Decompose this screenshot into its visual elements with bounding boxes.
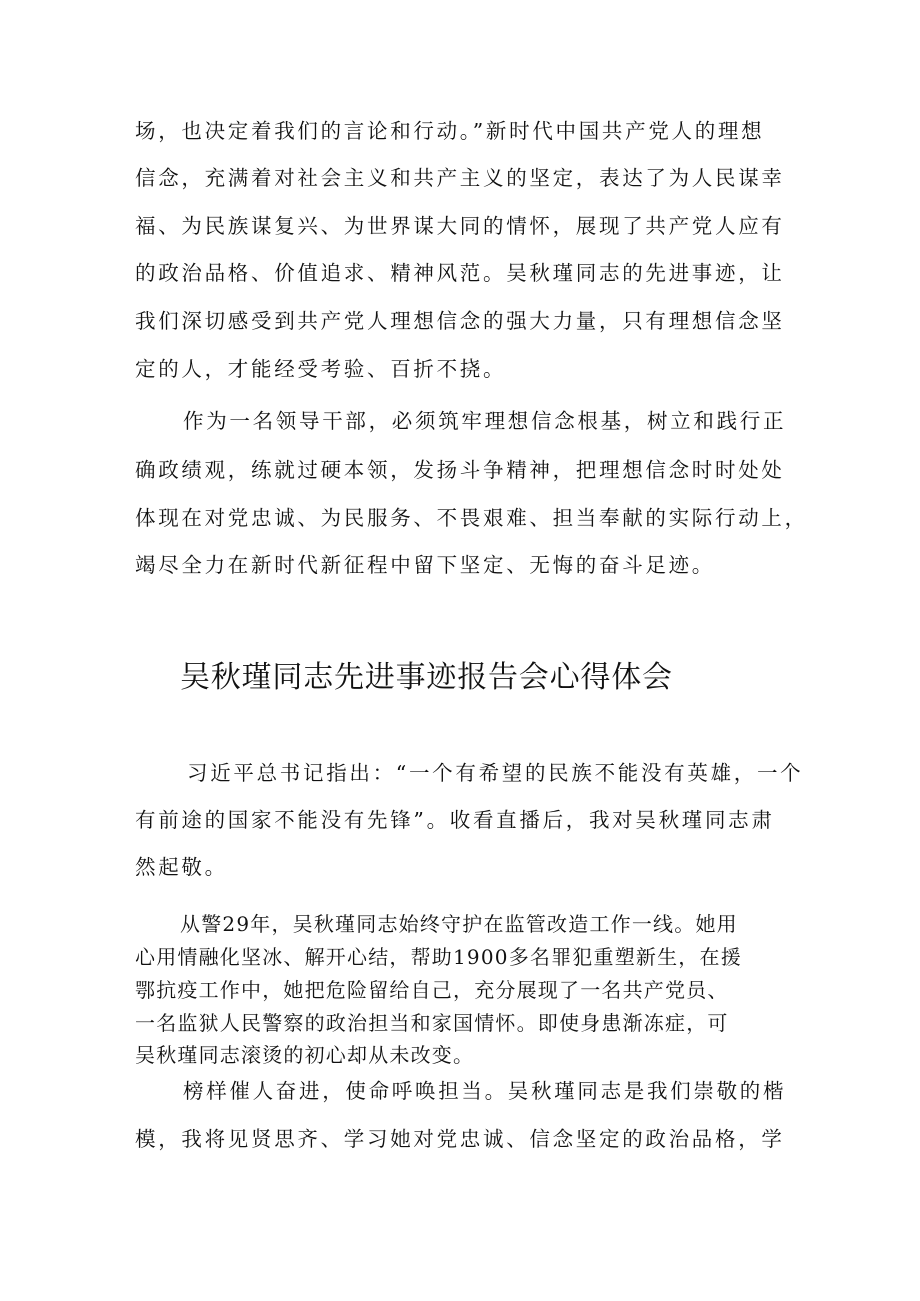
- text-line: 吴秋瑾同志滚烫的初心却从未改变。: [135, 1043, 475, 1067]
- text-line: 福、为民族谋复兴、为世界谋大同的情怀，展现了共产党人应有: [135, 214, 785, 238]
- text-line: 一名监狱人民警察的政治担当和家国情怀。即使身患渐冻症，可: [135, 1011, 729, 1035]
- section-title: 吴秋瑾同志先进事迹报告会心得体会: [180, 660, 673, 695]
- text-line: 从警29年，吴秋瑾同志始终守护在监管改造工作一线。她用: [180, 912, 738, 936]
- text-line: 体现在对党忠诚、为民服务、不畏艰难、担当奉献的实际行动上，: [135, 506, 808, 530]
- text-line: 心用情融化坚冰、解开心结，帮助1900多名罪犯重塑新生，在援: [135, 945, 742, 969]
- text-line: 的政治品格、价值追求、精神风范。吴秋瑾同志的先进事迹，让: [135, 261, 785, 285]
- text-line: 竭尽全力在新时代新征程中留下坚定、无悔的奋斗足迹。: [135, 553, 715, 577]
- text-line: 鄂抗疫工作中，她把危险留给自己，充分展现了一名共产党员、: [135, 978, 729, 1002]
- text-line: 作为一名领导干部，必须筑牢理想信念根基，树立和践行正: [183, 409, 787, 433]
- text-line: 模，我将见贤思齐、学习她对党忠诚、信念坚定的政治品格，学: [135, 1127, 785, 1151]
- text-line: 榜样催人奋进，使命呼唤担当。吴秋瑾同志是我们崇敬的楷: [183, 1079, 787, 1103]
- text-line: 有前途的国家不能没有先锋”。收看直播后，我对吴秋瑾同志肃: [135, 808, 775, 832]
- text-line: 习近平总书记指出：“一个有希望的民族不能没有英雄，一个: [187, 761, 804, 785]
- text-line: 定的人，才能经受考验、百折不挠。: [135, 357, 507, 381]
- text-line: 我们深切感受到共产党人理想信念的强大力量，只有理想信念坚: [135, 309, 785, 333]
- text-line: 场，也决定着我们的言论和行动。”新时代中国共产党人的理想: [135, 119, 765, 143]
- text-line: 确政绩观，练就过硬本领，发扬斗争精神，把理想信念时时处处: [135, 458, 785, 482]
- text-line: 然起敬。: [135, 855, 228, 879]
- text-line: 信念，充满着对社会主义和共产主义的坚定，表达了为人民谋幸: [135, 166, 785, 190]
